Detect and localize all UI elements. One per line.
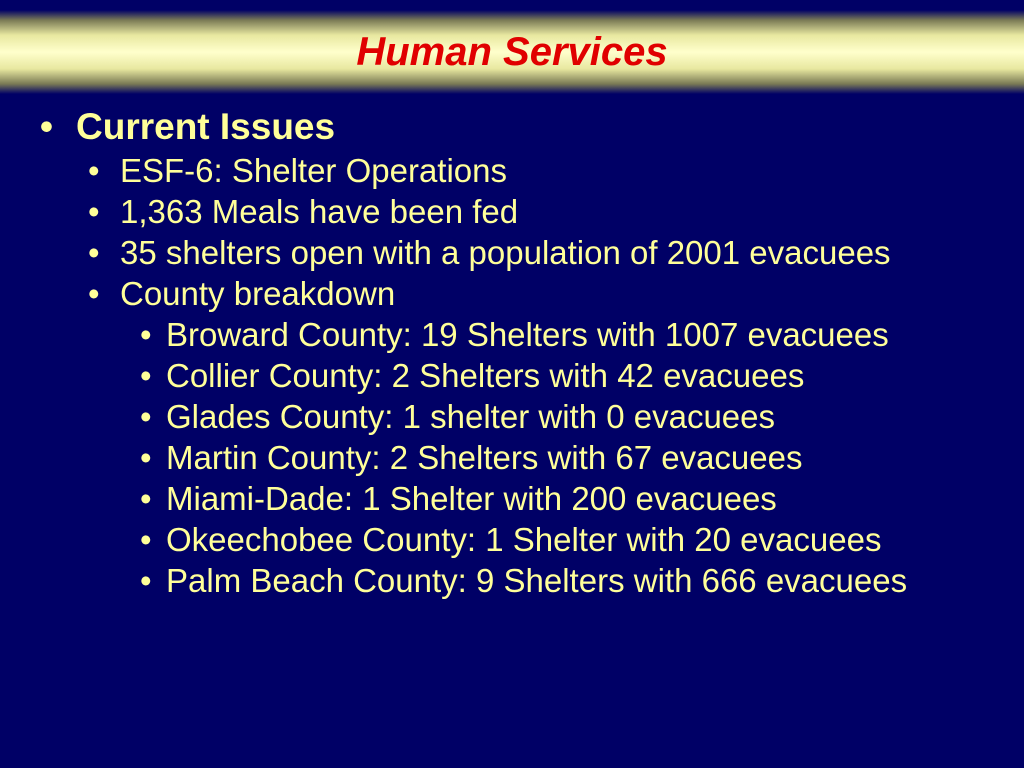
bullet-text: County breakdown <box>120 275 396 312</box>
bullet-item <box>0 314 926 355</box>
slide-title: Human Services <box>356 30 668 74</box>
bullet-text: Miami-Dade: 1 Shelter with 200 evacuees <box>166 480 777 517</box>
bullet-text: Broward County: 19 Shelters with 1007 evacuees <box>166 316 889 353</box>
bullet-icon: • <box>88 234 100 271</box>
bullet-text: 35 shelters open with a population of 2001 evacuees <box>120 234 891 271</box>
bullet-icon: • <box>140 480 152 517</box>
bullet-icon: • <box>88 193 100 230</box>
bullet-icon: • <box>140 316 152 353</box>
bullet-icon: • <box>88 275 100 312</box>
bullet-text: 1,363 Meals have been fed <box>120 193 519 230</box>
bullet-text: Collier County: 2 Shelters with 42 evacuees <box>166 357 805 394</box>
bullet-text: Martin County: 2 Shelters with 67 evacuees <box>166 439 803 476</box>
bullet-icon: • <box>140 398 152 435</box>
bullet-text: Palm Beach County: 9 Shelters with 666 evacuees <box>166 562 908 599</box>
bullet-item <box>0 232 910 273</box>
bullet-text: Okeechobee County: 1 Shelter with 20 evacuees <box>166 521 882 558</box>
bullet-item <box>0 519 926 560</box>
bullet-item <box>0 355 926 396</box>
bullet-list <box>0 104 1024 601</box>
bullet-item <box>0 437 926 478</box>
bullet-item <box>0 273 910 314</box>
bullet-text: Current Issues <box>76 106 336 147</box>
bullet-icon: • <box>40 106 53 147</box>
bullet-icon: • <box>88 152 100 189</box>
bullet-item <box>0 150 910 191</box>
bullet-text: ESF-6: Shelter Operations <box>120 152 508 189</box>
bullet-text: Glades County: 1 shelter with 0 evacuees <box>166 398 776 435</box>
bullet-item <box>0 478 926 519</box>
bullet-item <box>0 191 910 232</box>
bullet-item <box>0 104 1024 150</box>
bullet-icon: • <box>140 357 152 394</box>
bullet-icon: • <box>140 521 152 558</box>
bullet-icon: • <box>140 439 152 476</box>
bullet-item <box>0 560 926 601</box>
bullet-item <box>0 396 926 437</box>
bullet-icon: • <box>140 562 152 599</box>
